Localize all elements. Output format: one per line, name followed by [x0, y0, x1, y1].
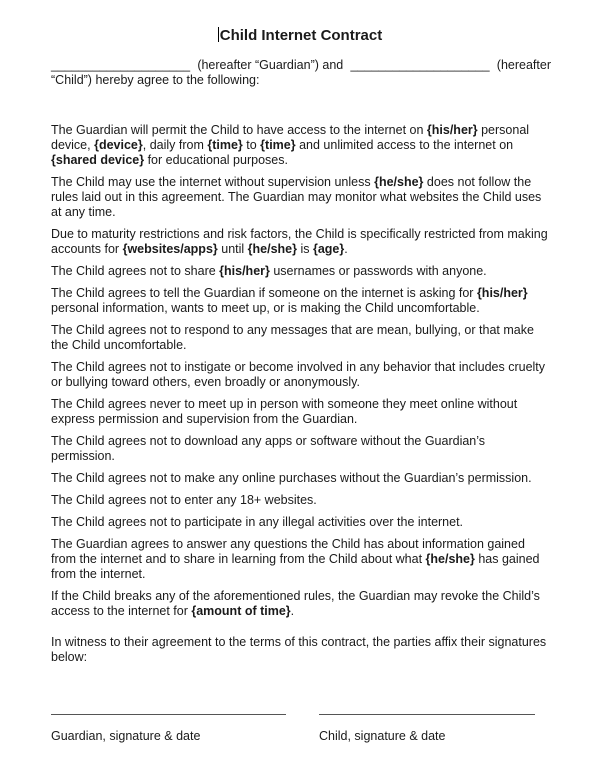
placeholder-field: {time} [260, 138, 296, 152]
clause-text: The Child agrees not to respond to any messages that are mean, bullying, or that make the Child uncomfortable. [51, 323, 534, 352]
child-name-blank[interactable]: ____________________ [350, 58, 490, 72]
clause-paragraph [51, 175, 551, 220]
clause-text: is [297, 242, 313, 256]
clause-text: The Child agrees never to meet up in person with someone they meet online without express permission and supervision from the Guardian. [51, 397, 518, 426]
text-cursor [218, 27, 219, 42]
intro-line-2: “Child”) hereby agree to the following: [51, 73, 260, 87]
clause-text: until [217, 242, 248, 256]
clause-text: The Guardian agrees to answer any questions the Child has about information gained from the internet and to share in learning from the Child about what [51, 537, 525, 566]
placeholder-field: {time} [207, 138, 243, 152]
placeholder-field: {his/her} [219, 264, 270, 278]
placeholder-field: {his/her} [426, 123, 478, 137]
clause-text: The Child agrees not to participate in any illegal activities over the internet. [51, 515, 464, 529]
clause-text: The Child agrees not to instigate or become involved in any behavior that includes cruelty or bullying toward others, even broadly or anonymously. [51, 360, 546, 389]
clause-text: The Child agrees not to share [51, 264, 220, 278]
clause-text: The Child may use the internet without supervision unless [51, 175, 375, 189]
clause-text: has gained from the internet. [51, 552, 540, 581]
placeholder-field: {amount of time} [191, 604, 291, 618]
placeholder-field: {age} [312, 242, 345, 256]
clause-text: , daily from [142, 138, 208, 152]
clause-paragraph [51, 493, 551, 508]
clause-text: to [242, 138, 261, 152]
title-text: Child Internet Contract [219, 27, 383, 44]
clause-paragraph [51, 123, 551, 168]
clause-text: The Child agrees not to enter any 18+ websites. [51, 493, 317, 507]
clause-text: The Child agrees to tell the Guardian if someone on the internet is asking for [51, 286, 477, 300]
clause-paragraph [51, 397, 551, 427]
clause-paragraph [51, 537, 551, 582]
clause-paragraph [51, 515, 551, 530]
clause-text: The Child agrees not to download any apps or software without the Guardian’s permission. [51, 434, 486, 463]
placeholder-field: {shared device} [51, 153, 145, 167]
clause-text: for educational purposes. [144, 153, 288, 167]
guardian-signature-label: Guardian, signature & date [51, 729, 201, 743]
guardian-signature-line[interactable] [51, 714, 286, 715]
clause-paragraph [51, 227, 551, 257]
placeholder-field: {he/she} [247, 242, 297, 256]
placeholder-field: {device} [94, 138, 143, 152]
witness-statement: In witness to their agreement to the terms of this contract, the parties affix their signatures below: [51, 635, 547, 664]
intro-paragraph [51, 58, 551, 88]
clause-text: and unlimited access to the internet on [295, 138, 514, 152]
clause-text: does not follow the rules laid out in this agreement. The Guardian may monitor what websites the Child uses at any time. [51, 175, 542, 219]
placeholder-field: {websites/apps} [122, 242, 218, 256]
clause-paragraph [51, 434, 551, 464]
placeholder-field: {he/she} [374, 175, 424, 189]
guardian-name-blank[interactable]: ____________________ [51, 58, 191, 72]
placeholder-field: {he/she} [425, 552, 475, 566]
clause-text: . [344, 242, 348, 256]
page-title [0, 27, 600, 45]
clause-text: Due to maturity restrictions and risk factors, the Child is specifically restricted from making accounts for [51, 227, 548, 256]
clause-paragraph [51, 323, 551, 353]
placeholder-field: {his/her} [476, 286, 528, 300]
clause-text: personal device, [51, 123, 530, 152]
clause-paragraph [51, 360, 551, 390]
clause-text: The Child agrees not to make any online purchases without the Guardian’s permission. [51, 471, 532, 485]
child-signature-label: Child, signature & date [319, 729, 446, 743]
clause-paragraph [51, 286, 551, 316]
child-signature-line[interactable] [319, 714, 535, 715]
clause-text: . [290, 604, 295, 618]
clause-paragraph [51, 589, 551, 619]
clause-text: The Guardian will permit the Child to have access to the internet on [51, 123, 427, 137]
hereafter-child-text: (hereafter [496, 58, 551, 72]
clause-text: personal information, wants to meet up, or is making the Child uncomfortable. [51, 301, 480, 315]
clause-paragraph [51, 471, 551, 486]
clause-text: usernames or passwords with anyone. [269, 264, 487, 278]
clause-paragraph [51, 264, 551, 279]
clause-text: If the Child breaks any of the aforementioned rules, the Guardian may revoke the Child’s access to the internet for [51, 589, 540, 618]
clause-list [51, 123, 551, 626]
hereafter-guardian-text: (hereafter “Guardian”) and [197, 58, 344, 72]
